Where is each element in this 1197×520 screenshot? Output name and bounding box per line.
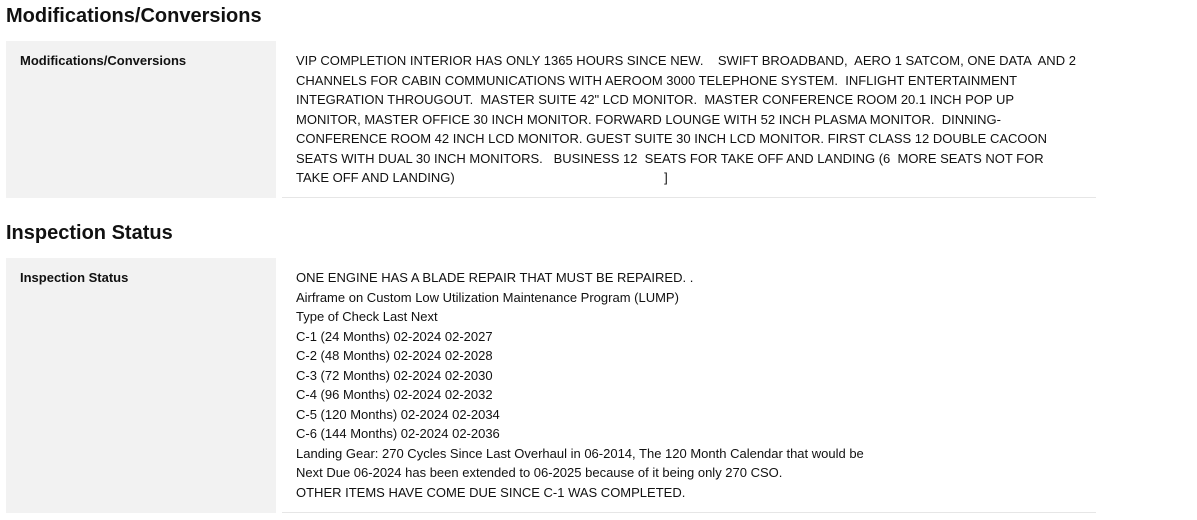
inspection-line: C-4 (96 Months) 02-2024 02-2032: [296, 387, 493, 402]
inspection-table: [6, 258, 1096, 513]
inspection-line: C-6 (144 Months) 02-2024 02-2036: [296, 426, 500, 441]
inspection-line: Type of Check Last Next: [296, 309, 438, 324]
inspection-line: C-1 (24 Months) 02-2024 02-2027: [296, 328, 493, 344]
modifications-line: VIP COMPLETION INTERIOR HAS ONLY 1365 HOURS SINCE NEW. SWIFT BROADBAND, AERO 1 SATCOM, ONE DATA AND 2: [296, 53, 1076, 68]
inspection-line: Next Due 06-2024 has been extended to 06-2025 because of it being only 270 CSO.: [296, 465, 783, 480]
modifications-label: Modifications/Conversions: [6, 41, 276, 198]
inspection-line: ONE ENGINE HAS A BLADE REPAIR THAT MUST BE REPAIRED. .: [296, 270, 694, 285]
inspection-line: C-3 (72 Months) 02-2024 02-2030: [296, 367, 493, 383]
modifications-line: SEATS WITH DUAL 30 INCH MONITORS. BUSINESS 12 SEATS FOR TAKE OFF AND LANDING (6 MORE SEATS NOT FOR: [296, 150, 1044, 166]
inspection-section-title: Inspection Status: [6, 222, 173, 244]
inspection-label: Inspection Status: [6, 258, 276, 513]
modifications-line: MONITOR, MASTER OFFICE 30 INCH MONITOR. FORWARD LOUNGE WITH 52 INCH PLASMA MONITOR. DINNING-: [296, 111, 1001, 127]
modifications-section-title: Modifications/Conversions: [6, 5, 262, 27]
inspection-line: C-5 (120 Months) 02-2024 02-2034: [296, 406, 500, 422]
modifications-line: CONFERENCE ROOM 42 INCH LCD MONITOR. GUEST SUITE 30 INCH LCD MONITOR. FIRST CLASS 12 DOUBLE CACOON: [296, 131, 1047, 146]
modifications-line: INTEGRATION THROUGOUT. MASTER SUITE 42" LCD MONITOR. MASTER CONFERENCE ROOM 20.1 INCH POP UP: [296, 92, 1015, 107]
modifications-value: [282, 41, 1096, 198]
inspection-line: Landing Gear: 270 Cycles Since Last Overhaul in 06-2014, The 120 Month Calendar that would be: [296, 445, 864, 461]
modifications-line: TAKE OFF AND LANDING) ]: [296, 170, 668, 185]
inspection-value: [282, 258, 1096, 513]
modifications-table: [6, 41, 1096, 198]
inspection-line: C-2 (48 Months) 02-2024 02-2028: [296, 348, 493, 363]
inspection-line: Airframe on Custom Low Utilization Maintenance Program (LUMP): [296, 289, 679, 305]
inspection-line: OTHER ITEMS HAVE COME DUE SINCE C-1 WAS COMPLETED.: [296, 484, 686, 500]
modifications-line: CHANNELS FOR CABIN COMMUNICATIONS WITH AEROOM 3000 TELEPHONE SYSTEM. INFLIGHT ENTERTAINMENT: [296, 72, 1018, 88]
